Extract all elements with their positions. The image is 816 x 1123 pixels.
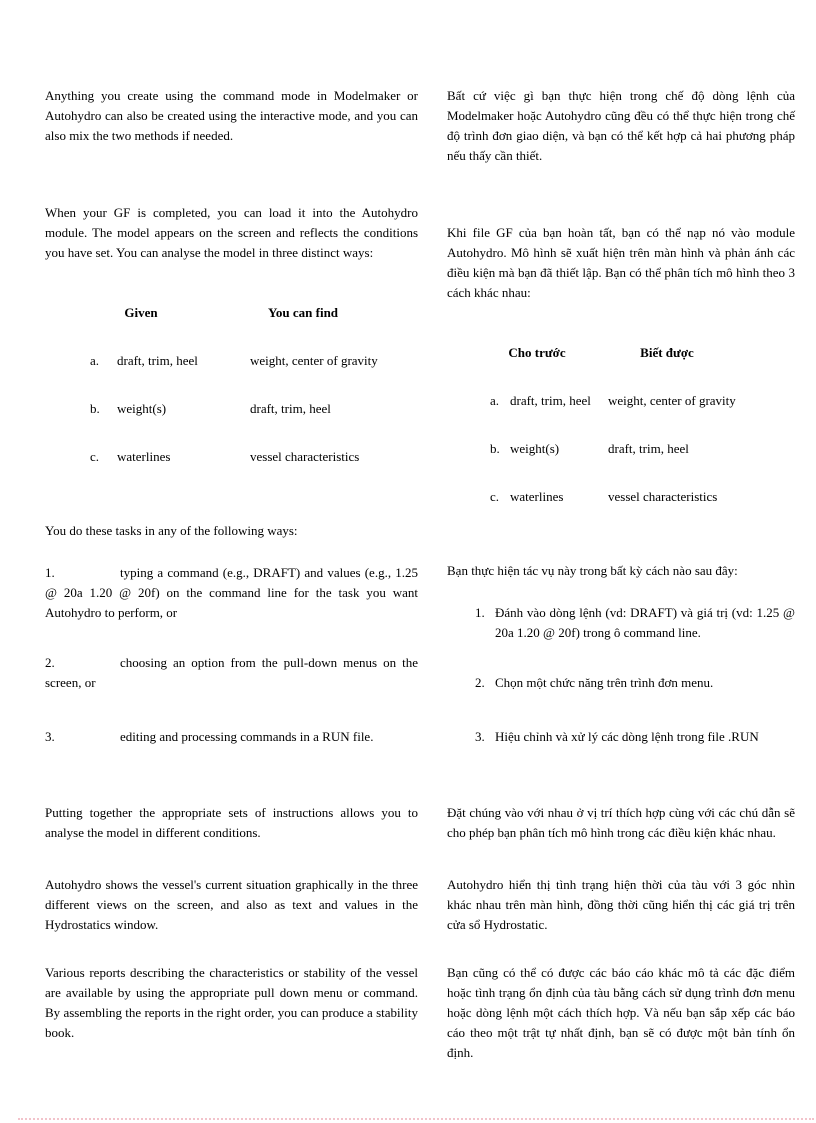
row-label: b.	[490, 441, 500, 456]
given-cell: draft, trim, heel	[117, 353, 198, 368]
task-item	[447, 673, 795, 693]
paragraph-reports-en: Various reports describing the characteristics or stability of the vessel are available by using the appropriate pull down menu or command. By assembling the reports in the right order, you can produce a stability book.	[45, 965, 418, 1040]
paragraph-instructions-vi: Đặt chúng vào với nhau ở vị trí thích hợp cùng với các chú dẫn sẽ cho phép bạn phân tích mô hình trong các điều kiện khác nhau.	[447, 805, 795, 840]
given-find-table-vi	[447, 391, 795, 507]
table-row	[45, 447, 418, 467]
task-number: 2.	[45, 655, 55, 670]
row-label: b.	[90, 401, 100, 416]
table-row	[447, 439, 795, 459]
paragraph-reports-vi: Bạn cũng có thể có được các báo cáo khác mô tả các đặc điểm hoặc tình trạng ổn định của tàu bằng cách sử dụng trình đơn menu hoặc dòng lệnh một cách thích hợp. Và nếu bạn sắp xếp các báo cáo theo một trật tự nhất định, bạn sẽ có được một bản tính ổn định.	[447, 965, 795, 1060]
row-label: a.	[490, 393, 500, 408]
given-cell: weight(s)	[117, 401, 167, 416]
task-text: Hiệu chỉnh và xử lý các dòng lệnh trong file .RUN	[495, 729, 759, 744]
find-cell: weight, center of gravity	[608, 393, 736, 408]
given-cell: weight(s)	[510, 441, 560, 456]
given-cell: waterlines	[510, 489, 564, 504]
row-label: a.	[90, 353, 100, 368]
paragraph-instructions-en: Putting together the appropriate sets of instructions allows you to analyse the model in different conditions.	[45, 805, 418, 840]
find-cell: draft, trim, heel	[250, 401, 331, 416]
find-cell: vessel characteristics	[250, 449, 360, 464]
task-number: 1.	[45, 565, 55, 580]
paragraph-command-mode-vi: Bất cứ việc gì bạn thực hiện trong chế độ dòng lệnh của Modelmaker hoặc Autohydro cũng đều có thể thực hiện trong chế độ trình đơn giao diện, và bạn có thể kết hợp cả hai phương pháp nếu thấy cần thiết.	[447, 88, 795, 163]
task-item	[45, 653, 418, 693]
task-text: editing and processing commands in a RUN file.	[120, 729, 374, 744]
row-label: c.	[90, 449, 100, 464]
task-number: 3.	[45, 729, 55, 744]
table-header-find-vi: Biết được	[640, 345, 694, 360]
find-cell: draft, trim, heel	[608, 441, 689, 456]
table-header-row-en	[45, 303, 418, 323]
paragraph-views-vi: Autohydro hiển thị tình trạng hiện thời của tàu với 3 góc nhìn khác nhau trên màn hình, đồng thời cũng hiển thị các giá trị trên cửa sổ Hydrostatic.	[447, 877, 795, 932]
table-row	[447, 487, 795, 507]
paragraph-views-en: Autohydro shows the vessel's current situation graphically in the three different views on the screen, and also as text and values in the Hydrostatics window.	[45, 877, 418, 932]
task-item	[447, 603, 795, 643]
given-find-table-en	[45, 351, 418, 467]
tasks-intro-en: You do these tasks in any of the following ways:	[45, 523, 298, 538]
table-header-row-vi	[447, 343, 795, 363]
task-text: choosing an option from the pull-down menus on the screen, or	[45, 655, 418, 690]
task-text: Đánh vào dòng lệnh (vd: DRAFT) và giá trị (vd: 1.25 @ 20a 1.20 @ 20f) trong ô command line.	[495, 605, 795, 640]
paragraph-gf-completed-en: When your GF is completed, you can load it into the Autohydro module. The model appears on the screen and reflects the conditions you have set. You can analyse the model in three distinct ways:	[45, 205, 418, 260]
task-number: 2.	[475, 675, 485, 690]
english-column	[45, 86, 418, 1063]
table-header-given-en: Given	[124, 305, 158, 320]
tasks-intro-vi: Bạn thực hiện tác vụ này trong bất kỳ cách nào sau đây:	[447, 563, 738, 578]
vietnamese-column	[447, 86, 795, 1063]
table-row	[45, 351, 418, 371]
task-item	[45, 727, 418, 747]
table-row	[447, 391, 795, 411]
task-text: typing a command (e.g., DRAFT) and values (e.g., 1.25 @ 20a 1.20 @ 20f) on the command line for the task you want Autohydro to perform, or	[45, 565, 418, 620]
task-number: 3.	[475, 729, 485, 744]
task-item	[45, 563, 418, 623]
paragraph-command-mode-en: Anything you create using the command mode in Modelmaker or Autohydro can also be created using the interactive mode, and you can also mix the two methods if needed.	[45, 88, 418, 143]
paragraph-gf-completed-vi: Khi file GF của bạn hoàn tất, bạn có thể nạp nó vào module Autohydro. Mô hình sẽ xuất hiện trên màn hình và phản ánh các điều kiện mà bạn đã thiết lập. Bạn có thể phân tích mô hình theo 3 cách khác nhau:	[447, 225, 795, 300]
table-header-given-vi: Cho trước	[508, 345, 566, 360]
two-column-layout	[45, 86, 795, 1063]
given-cell: draft, trim, heel	[510, 393, 591, 408]
task-text: Chọn một chức năng trên trình đơn menu.	[495, 675, 714, 690]
task-number: 1.	[475, 605, 485, 620]
given-cell: waterlines	[117, 449, 171, 464]
table-row	[45, 399, 418, 419]
find-cell: weight, center of gravity	[250, 353, 378, 368]
find-cell: vessel characteristics	[608, 489, 718, 504]
page-bottom-dotted-divider	[18, 1118, 814, 1120]
row-label: c.	[490, 489, 500, 504]
table-header-find-en: You can find	[267, 305, 339, 320]
task-item	[447, 727, 795, 747]
